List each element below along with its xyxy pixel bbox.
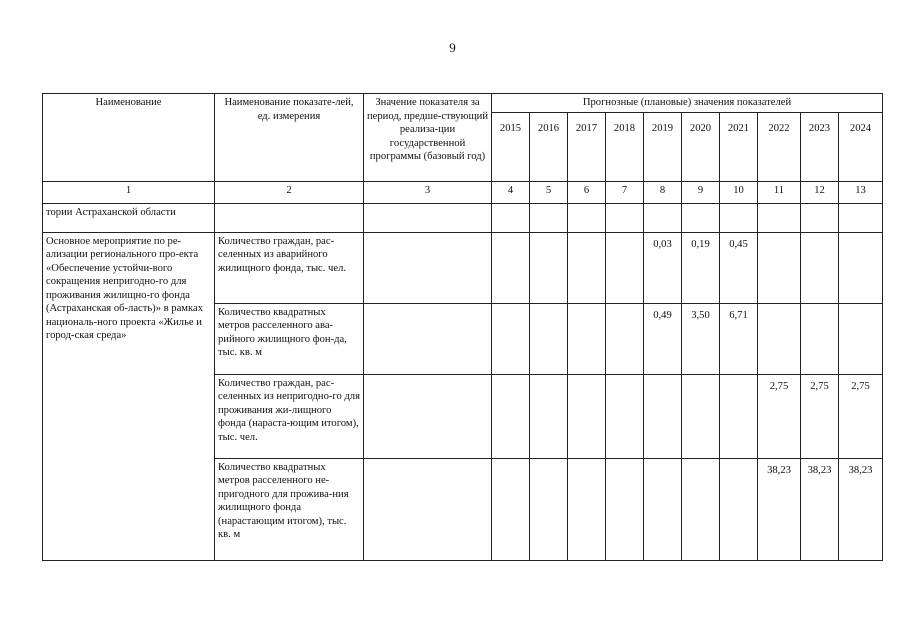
header-name: Наименование (43, 94, 215, 182)
header-year: 2020 (682, 112, 720, 181)
value-cell: 6,71 (720, 303, 758, 374)
column-number: 3 (364, 181, 492, 203)
empty-cell (644, 203, 682, 232)
value-cell (839, 303, 883, 374)
value-cell (606, 232, 644, 303)
header-year: 2015 (492, 112, 530, 181)
empty-cell (568, 203, 606, 232)
header-forecast-group: Прогнозные (плановые) значения показателей (492, 94, 883, 113)
value-cell (568, 374, 606, 458)
header-year: 2024 (839, 112, 883, 181)
column-number: 11 (758, 181, 801, 203)
value-cell: 38,23 (758, 458, 801, 560)
empty-cell (364, 203, 492, 232)
column-number: 13 (839, 181, 883, 203)
value-cell: 2,75 (801, 374, 839, 458)
indicator-cell: Количество граждан, рас-селенных из аварийного жилищного фонда, тыс. чел. (215, 232, 364, 303)
value-cell: 0,19 (682, 232, 720, 303)
value-cell: 2,75 (839, 374, 883, 458)
value-cell: 0,45 (720, 232, 758, 303)
value-cell (801, 303, 839, 374)
table-row (43, 232, 883, 303)
header-year: 2016 (530, 112, 568, 181)
value-cell (568, 303, 606, 374)
value-cell (492, 374, 530, 458)
base-value-cell (364, 303, 492, 374)
value-cell (606, 374, 644, 458)
indicators-table (42, 93, 883, 561)
column-number: 12 (801, 181, 839, 203)
header-row (43, 94, 883, 113)
value-cell (682, 458, 720, 560)
empty-cell (801, 203, 839, 232)
column-number: 9 (682, 181, 720, 203)
value-cell: 38,23 (839, 458, 883, 560)
base-value-cell (364, 458, 492, 560)
page-number: 9 (449, 40, 456, 55)
value-cell: 3,50 (682, 303, 720, 374)
value-cell (606, 303, 644, 374)
value-cell (758, 232, 801, 303)
value-cell (530, 303, 568, 374)
header-indicator-name: Наименование показате-лей, ед. измерения (215, 94, 364, 182)
header-year: 2019 (644, 112, 682, 181)
value-cell (606, 458, 644, 560)
header-base-value: Значение показателя за период, предше-ствующий реализа-ции государственной программы (базовый год) (364, 94, 492, 182)
empty-cell (215, 203, 364, 232)
value-cell (644, 374, 682, 458)
base-value-cell (364, 374, 492, 458)
value-cell (568, 232, 606, 303)
value-cell (682, 374, 720, 458)
value-cell (720, 374, 758, 458)
value-cell (492, 458, 530, 560)
empty-cell (758, 203, 801, 232)
value-cell (839, 232, 883, 303)
empty-cell (492, 203, 530, 232)
header-year: 2022 (758, 112, 801, 181)
indicator-cell: Количество квадратных метров расселенного не-пригодного для прожива-ния жилищного фонда (нарастающим итогом), тыс. кв. м (215, 458, 364, 560)
measure-name-cell: Основное мероприятие по ре-ализации регионального про-екта «Обеспечение устойчи-вого сокращения непригодно-го для проживания жилищно-го фонда (Астраханская об-ласть)» в рамках националь-ного проекта «Жилье и город-ская среда» (43, 232, 215, 560)
column-number: 8 (644, 181, 682, 203)
value-cell (758, 303, 801, 374)
column-number: 6 (568, 181, 606, 203)
header-year: 2021 (720, 112, 758, 181)
territory-cell: тории Астраханской области (43, 203, 215, 232)
empty-cell (839, 203, 883, 232)
column-number: 10 (720, 181, 758, 203)
base-value-cell (364, 232, 492, 303)
column-number: 2 (215, 181, 364, 203)
header-year: 2023 (801, 112, 839, 181)
value-cell (568, 458, 606, 560)
value-cell: 38,23 (801, 458, 839, 560)
value-cell (530, 232, 568, 303)
header-year: 2017 (568, 112, 606, 181)
empty-cell (682, 203, 720, 232)
column-number: 1 (43, 181, 215, 203)
column-number: 4 (492, 181, 530, 203)
value-cell (530, 458, 568, 560)
value-cell: 0,03 (644, 232, 682, 303)
value-cell (530, 374, 568, 458)
value-cell: 0,49 (644, 303, 682, 374)
column-numbers-row (43, 181, 883, 203)
value-cell (720, 458, 758, 560)
empty-cell (530, 203, 568, 232)
value-cell (644, 458, 682, 560)
empty-cell (606, 203, 644, 232)
column-number: 5 (530, 181, 568, 203)
value-cell (801, 232, 839, 303)
value-cell: 2,75 (758, 374, 801, 458)
indicator-cell: Количество граждан, рас-селенных из непригодно-го для проживания жи-лищного фонда (нараста-ющим итогом), тыс. чел. (215, 374, 364, 458)
territory-row (43, 203, 883, 232)
empty-cell (720, 203, 758, 232)
header-year: 2018 (606, 112, 644, 181)
value-cell (492, 303, 530, 374)
indicator-cell: Количество квадратных метров расселенного ава-рийного жилищного фон-да, тыс. кв. м (215, 303, 364, 374)
column-number: 7 (606, 181, 644, 203)
value-cell (492, 232, 530, 303)
